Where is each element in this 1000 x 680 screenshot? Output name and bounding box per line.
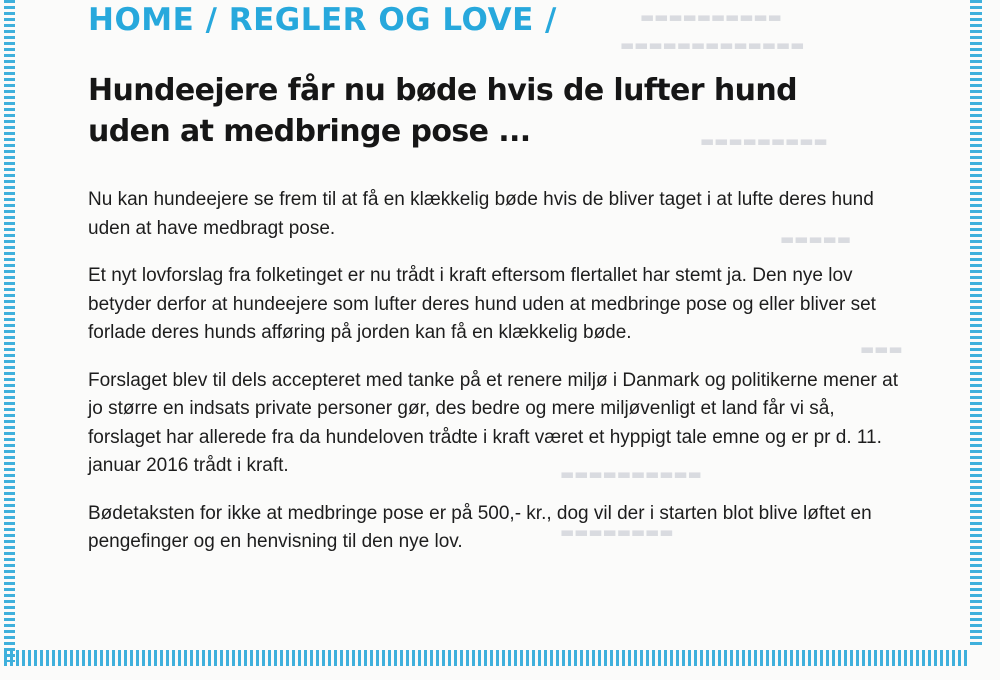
striped-border-left (4, 0, 15, 662)
breadcrumb: HOME / REGLER OG LOVE / (88, 2, 557, 38)
show-through-texture: ▬▬▬ (860, 340, 903, 358)
show-through-texture: ▬▬▬▬▬▬▬▬▬▬ (560, 465, 702, 483)
article-body (88, 186, 898, 576)
show-through-texture: ▬▬▬▬▬▬▬▬▬▬ (640, 8, 782, 26)
striped-border-right (970, 0, 982, 648)
striped-border-bottom (4, 650, 970, 666)
show-through-texture: ▬▬▬▬▬▬▬▬ (560, 523, 674, 541)
article-paragraph-3: Forslaget blev til dels accepteret med tanke på et renere miljø i Danmark og politikerne mener at jo større en indsats private personer gør, des bedre og mere miljøvenligt et land får vi så, forslaget har allerede fra da hundeloven trådte i kraft været et hyppigt tale emne og er pr d. 11. januar 2016 trådt i kraft. (88, 369, 898, 476)
article-title: Hundeejere får nu bøde hvis de lufter hund uden at medbringe pose ... (88, 73, 797, 149)
article-paragraph-1: Nu kan hundeejere se frem til at få en klækkelig bøde hvis de bliver taget i at lufte deres hund uden at have medbragt pose. (88, 189, 874, 239)
show-through-texture: ▬▬▬▬▬ (780, 230, 851, 248)
show-through-texture: ▬▬▬▬▬▬▬▬▬ (700, 132, 828, 150)
article-paragraph-2: Et nyt lovforslag fra folketinget er nu trådt i kraft eftersom flertallet har stemt ja. Den nye lov betyder derfor at hundeejere som lufter deres hund uden at medbringe pose og eller bliver set forlade deres hunds afføring på jorden kan få en klækkelig bøde. (88, 265, 876, 343)
article-paragraph-4: Bødetaksten for ikke at medbringe pose er på 500,- kr., dog vil der i starten blot blive løftet en pengefinger og en henvisning til den nye lov. (88, 502, 872, 552)
show-through-texture: ▬▬▬▬▬▬▬▬▬▬▬▬▬ (620, 36, 805, 54)
